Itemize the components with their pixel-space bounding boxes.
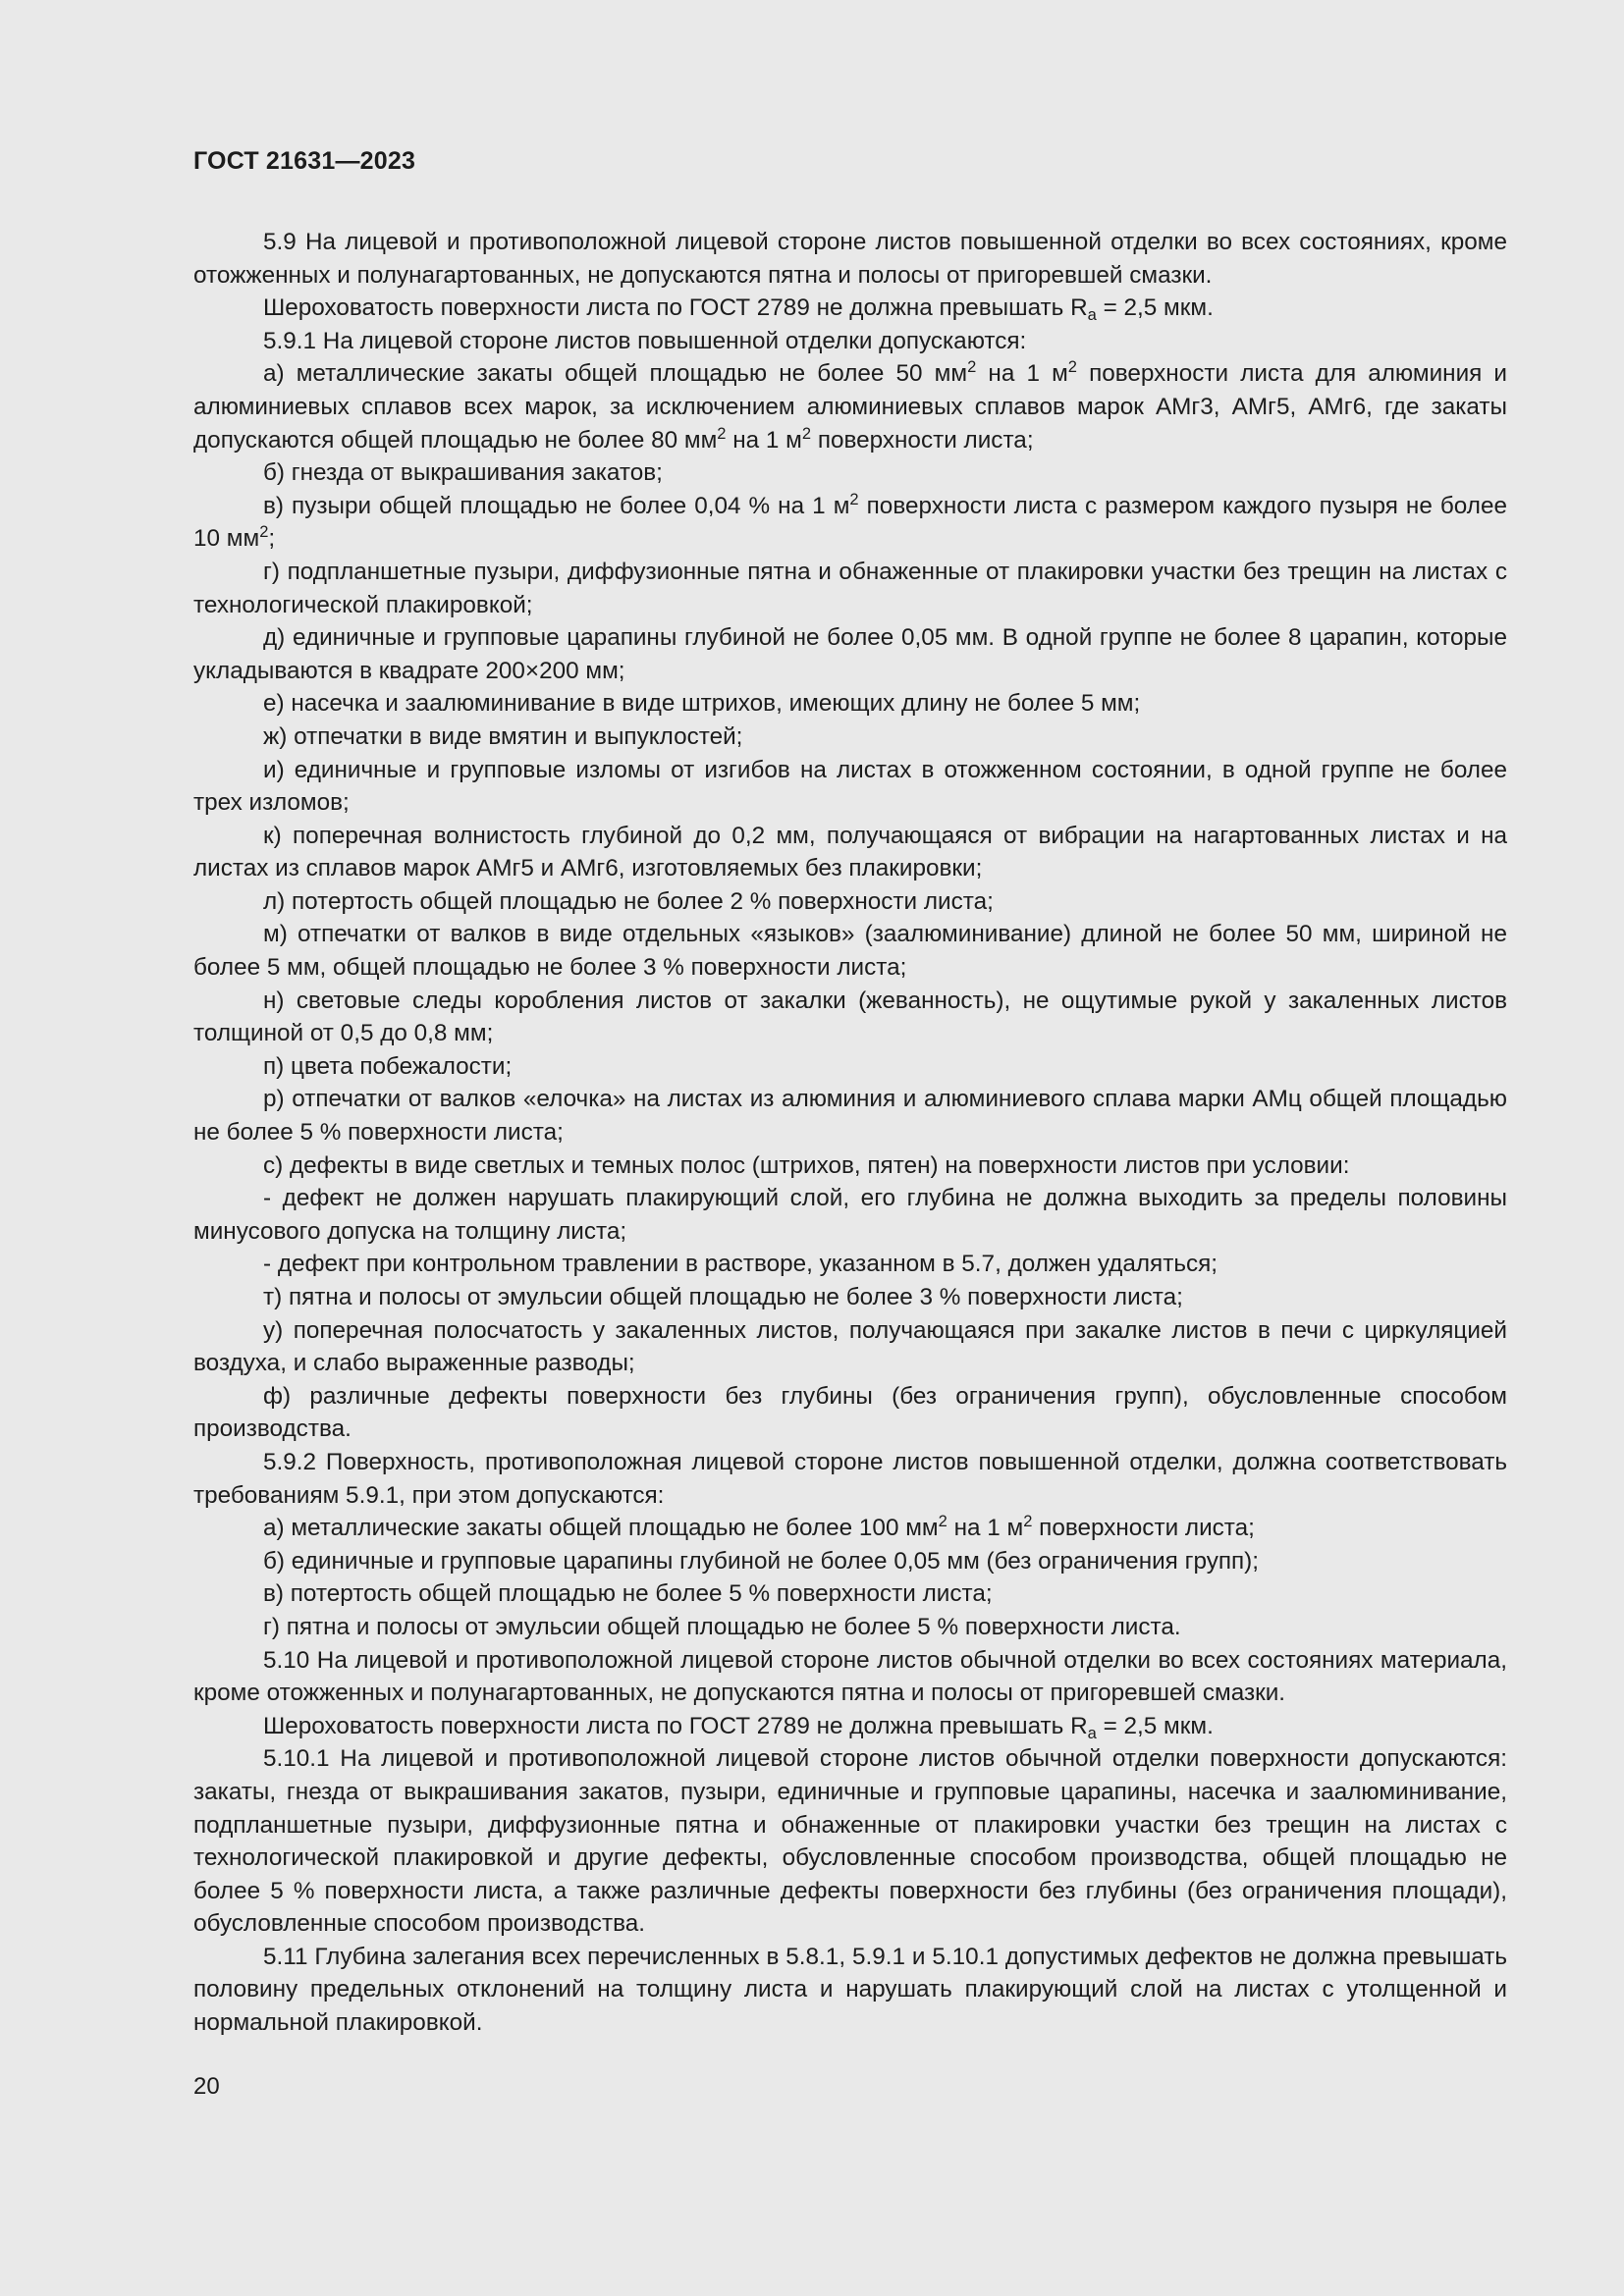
paragraph-text: на 1 м bbox=[947, 1515, 1024, 1542]
paragraph-text: 5.9.1 На лицевой стороне листов повышенной отделки допускаются: bbox=[263, 327, 1027, 354]
paragraph-text: на 1 м bbox=[726, 426, 802, 454]
paragraph-text: п) цвета побежалости; bbox=[263, 1052, 513, 1080]
subscript: a bbox=[1087, 1723, 1097, 1742]
paragraph bbox=[193, 885, 1507, 919]
paragraph bbox=[193, 357, 1507, 456]
paragraph-text: е) насечка и заалюминивание в виде штрихов, имеющих длину не более 5 мм; bbox=[263, 690, 1141, 718]
paragraph-text: поверхности листа; bbox=[1032, 1515, 1255, 1542]
paragraph-text: а) металлические закаты общей площадью не более 100 мм bbox=[263, 1515, 939, 1542]
paragraph-text: на 1 м bbox=[976, 360, 1068, 388]
paragraph-text: 5.10 На лицевой и противоположной лицевой стороне листов обычной отделки во всех состояниях материала, кроме отожженных и полунагартованных, не допускаются пятна и полосы от пригоревшей смазки. bbox=[193, 1646, 1507, 1707]
superscript: 2 bbox=[801, 423, 812, 443]
paragraph bbox=[193, 1050, 1507, 1084]
paragraph-text: поверхности листа для алюминия и алюминиевых сплавов всех марок, за исключением алюминиевых сплавов марок АМг3, АМг5, АМг6, где закаты допускаются общей площадью не более 80 мм bbox=[193, 360, 1507, 454]
paragraph-text: г) пятна и полосы от эмульсии общей площадью не более 5 % поверхности листа. bbox=[263, 1613, 1181, 1640]
paragraph bbox=[193, 1644, 1507, 1710]
paragraph-text: а) металлические закаты общей площадью не более 50 мм bbox=[263, 360, 968, 388]
paragraph-text: 5.10.1 На лицевой и противоположной лицевой стороне листов обычной отделки поверхности допускаются: закаты, гнезда от выкрашивания закатов, пузыри, единичные и групповые царапины, насечка и заалюминивание, подпланшетные пузыри, диффузионные пятна и обнаженные от плакировки участки без трещин на листах с технологической плакировкой и другие дефекты, обусловленные способом производства, общей площадью не более 5 % поверхности листа, а также различные дефекты поверхности без глубины (без ограничения площади), обусловленные способом производства. bbox=[193, 1745, 1507, 1938]
paragraph-text: н) световые следы коробления листов от закалки (жеванность), не ощутимые рукой у закаленных листов толщиной от 0,5 до 0,8 мм; bbox=[193, 987, 1507, 1047]
paragraph bbox=[193, 1149, 1507, 1183]
superscript: 2 bbox=[717, 423, 727, 443]
paragraph-text: 5.9 На лицевой и противоположной лицевой стороне листов повышенной отделки во всех состояниях, кроме отожженных и полунагартованных, не допускаются пятна и полосы от пригоревшей смазки. bbox=[193, 229, 1507, 289]
paragraph-text: г) подпланшетные пузыри, диффузионные пятна и обнаженные от плакировки участки без трещин на листах с технологической плакировкой; bbox=[193, 558, 1507, 618]
paragraph bbox=[193, 1545, 1507, 1578]
paragraph bbox=[193, 556, 1507, 621]
paragraph bbox=[193, 1512, 1507, 1545]
page-number: 20 bbox=[193, 2073, 220, 2100]
paragraph bbox=[193, 1248, 1507, 1281]
paragraph-text: и) единичные и групповые изломы от изгибов на листах в отожженном состоянии, в одной группе не более трех изломов; bbox=[193, 756, 1507, 817]
paragraph bbox=[193, 918, 1507, 984]
paragraph bbox=[193, 1577, 1507, 1611]
superscript: 2 bbox=[849, 489, 859, 508]
paragraph-text: в) потертость общей площадью не более 5 % поверхности листа; bbox=[263, 1580, 993, 1608]
paragraph-text: т) пятна и полосы от эмульсии общей площадью не более 3 % поверхности листа; bbox=[263, 1284, 1183, 1310]
paragraph-text: ф) различные дефекты поверхности без глубины (без ограничения групп), обусловленные способом производства. bbox=[193, 1382, 1507, 1443]
superscript: 2 bbox=[259, 522, 269, 542]
paragraph-text: - дефект не должен нарушать плакирующий слой, его глубина не должна выходить за пределы половины минусового допуска на толщину листа; bbox=[193, 1185, 1507, 1245]
paragraph bbox=[193, 754, 1507, 820]
paragraph bbox=[193, 1941, 1507, 2040]
paragraph-text: с) дефекты в виде светлых и темных полос (штрихов, пятен) на поверхности листов при условии: bbox=[263, 1151, 1350, 1179]
document-header: ГОСТ 21631—2023 bbox=[193, 147, 416, 175]
paragraph-text: ; bbox=[268, 525, 276, 553]
paragraph bbox=[193, 292, 1507, 325]
paragraph-text: в) пузыри общей площадью не более 0,04 % на 1 м bbox=[263, 492, 850, 519]
paragraph bbox=[193, 1742, 1507, 1941]
superscript: 2 bbox=[967, 357, 977, 377]
paragraph bbox=[193, 621, 1507, 687]
paragraph bbox=[193, 1710, 1507, 1743]
paragraph bbox=[193, 687, 1507, 721]
paragraph bbox=[193, 721, 1507, 754]
paragraph-text: 5.9.2 Поверхность, противоположная лицевой стороне листов повышенной отделки, должна соответствовать требованиям 5.9.1, при этом допускаются: bbox=[193, 1448, 1507, 1509]
paragraph-text: поверхности листа с размером каждого пузыря не более 10 мм bbox=[193, 492, 1507, 553]
paragraph-text: = 2,5 мкм. bbox=[1096, 1712, 1214, 1739]
superscript: 2 bbox=[938, 1512, 947, 1531]
paragraph bbox=[193, 985, 1507, 1050]
paragraph-text: Шероховатость поверхности листа по ГОСТ 2789 не должна превышать R bbox=[263, 1712, 1088, 1739]
paragraph bbox=[193, 820, 1507, 885]
paragraph-text: м) отпечатки от валков в виде отдельных «языков» (заалюминивание) длиной не более 50 мм, шириной не более 5 мм, общей площадью не более 3 % поверхности листа; bbox=[193, 921, 1507, 982]
superscript: 2 bbox=[1067, 357, 1077, 377]
paragraph bbox=[193, 1446, 1507, 1512]
paragraph-text: у) поперечная полосчатость у закаленных листов, получающаяся при закалке листов в печи с циркуляцией воздуха, и слабо выраженные разводы; bbox=[193, 1316, 1507, 1377]
paragraph-text: к) поперечная волнистость глубиной до 0,2 мм, получающаяся от вибрации на нагартованных листах и на листах из сплавов марок АМг5 и АМг6, изготовляемых без плакировки; bbox=[193, 822, 1507, 882]
paragraph-text: р) отпечатки от валков «елочка» на листах из алюминия и алюминиевого сплава марки АМц общей площадью не более 5 % поверхности листа; bbox=[193, 1086, 1507, 1147]
paragraph bbox=[193, 1083, 1507, 1148]
paragraph-text: = 2,5 мкм. bbox=[1096, 294, 1214, 322]
paragraph-text: д) единичные и групповые царапины глубиной не более 0,05 мм. В одной группе не более 8 царапин, которые укладываются в квадрате 200×200 мм; bbox=[193, 624, 1507, 684]
paragraph-text: 5.11 Глубина залегания всех перечисленных в 5.8.1, 5.9.1 и 5.10.1 допустимых дефектов не должна превышать половину предельных отклонений на толщину листа и нарушать плакирующий слой на листах с утолщенной и нормальной плакировкой. bbox=[193, 1943, 1507, 2037]
paragraph-text: б) единичные и групповые царапины глубиной не более 0,05 мм (без ограничения групп); bbox=[263, 1547, 1259, 1575]
superscript: 2 bbox=[1023, 1512, 1033, 1531]
subscript: a bbox=[1087, 305, 1097, 325]
paragraph bbox=[193, 490, 1507, 556]
paragraph-text: поверхности листа; bbox=[811, 426, 1034, 454]
paragraph bbox=[193, 226, 1507, 292]
paragraph bbox=[193, 1380, 1507, 1446]
paragraph-text: ж) отпечатки в виде вмятин и выпуклостей; bbox=[263, 722, 743, 750]
paragraph-text: Шероховатость поверхности листа по ГОСТ 2789 не должна превышать R bbox=[263, 294, 1088, 322]
paragraph-text: л) потертость общей площадью не более 2 % поверхности листа; bbox=[263, 887, 994, 915]
paragraph bbox=[193, 1611, 1507, 1644]
document-body bbox=[193, 226, 1507, 2040]
paragraph bbox=[193, 1182, 1507, 1248]
paragraph bbox=[193, 325, 1507, 358]
paragraph bbox=[193, 456, 1507, 490]
paragraph bbox=[193, 1281, 1507, 1314]
paragraph-text: б) гнезда от выкрашивания закатов; bbox=[263, 459, 663, 487]
paragraph bbox=[193, 1314, 1507, 1380]
paragraph-text: - дефект при контрольном травлении в растворе, указанном в 5.7, должен удаляться; bbox=[263, 1251, 1218, 1278]
